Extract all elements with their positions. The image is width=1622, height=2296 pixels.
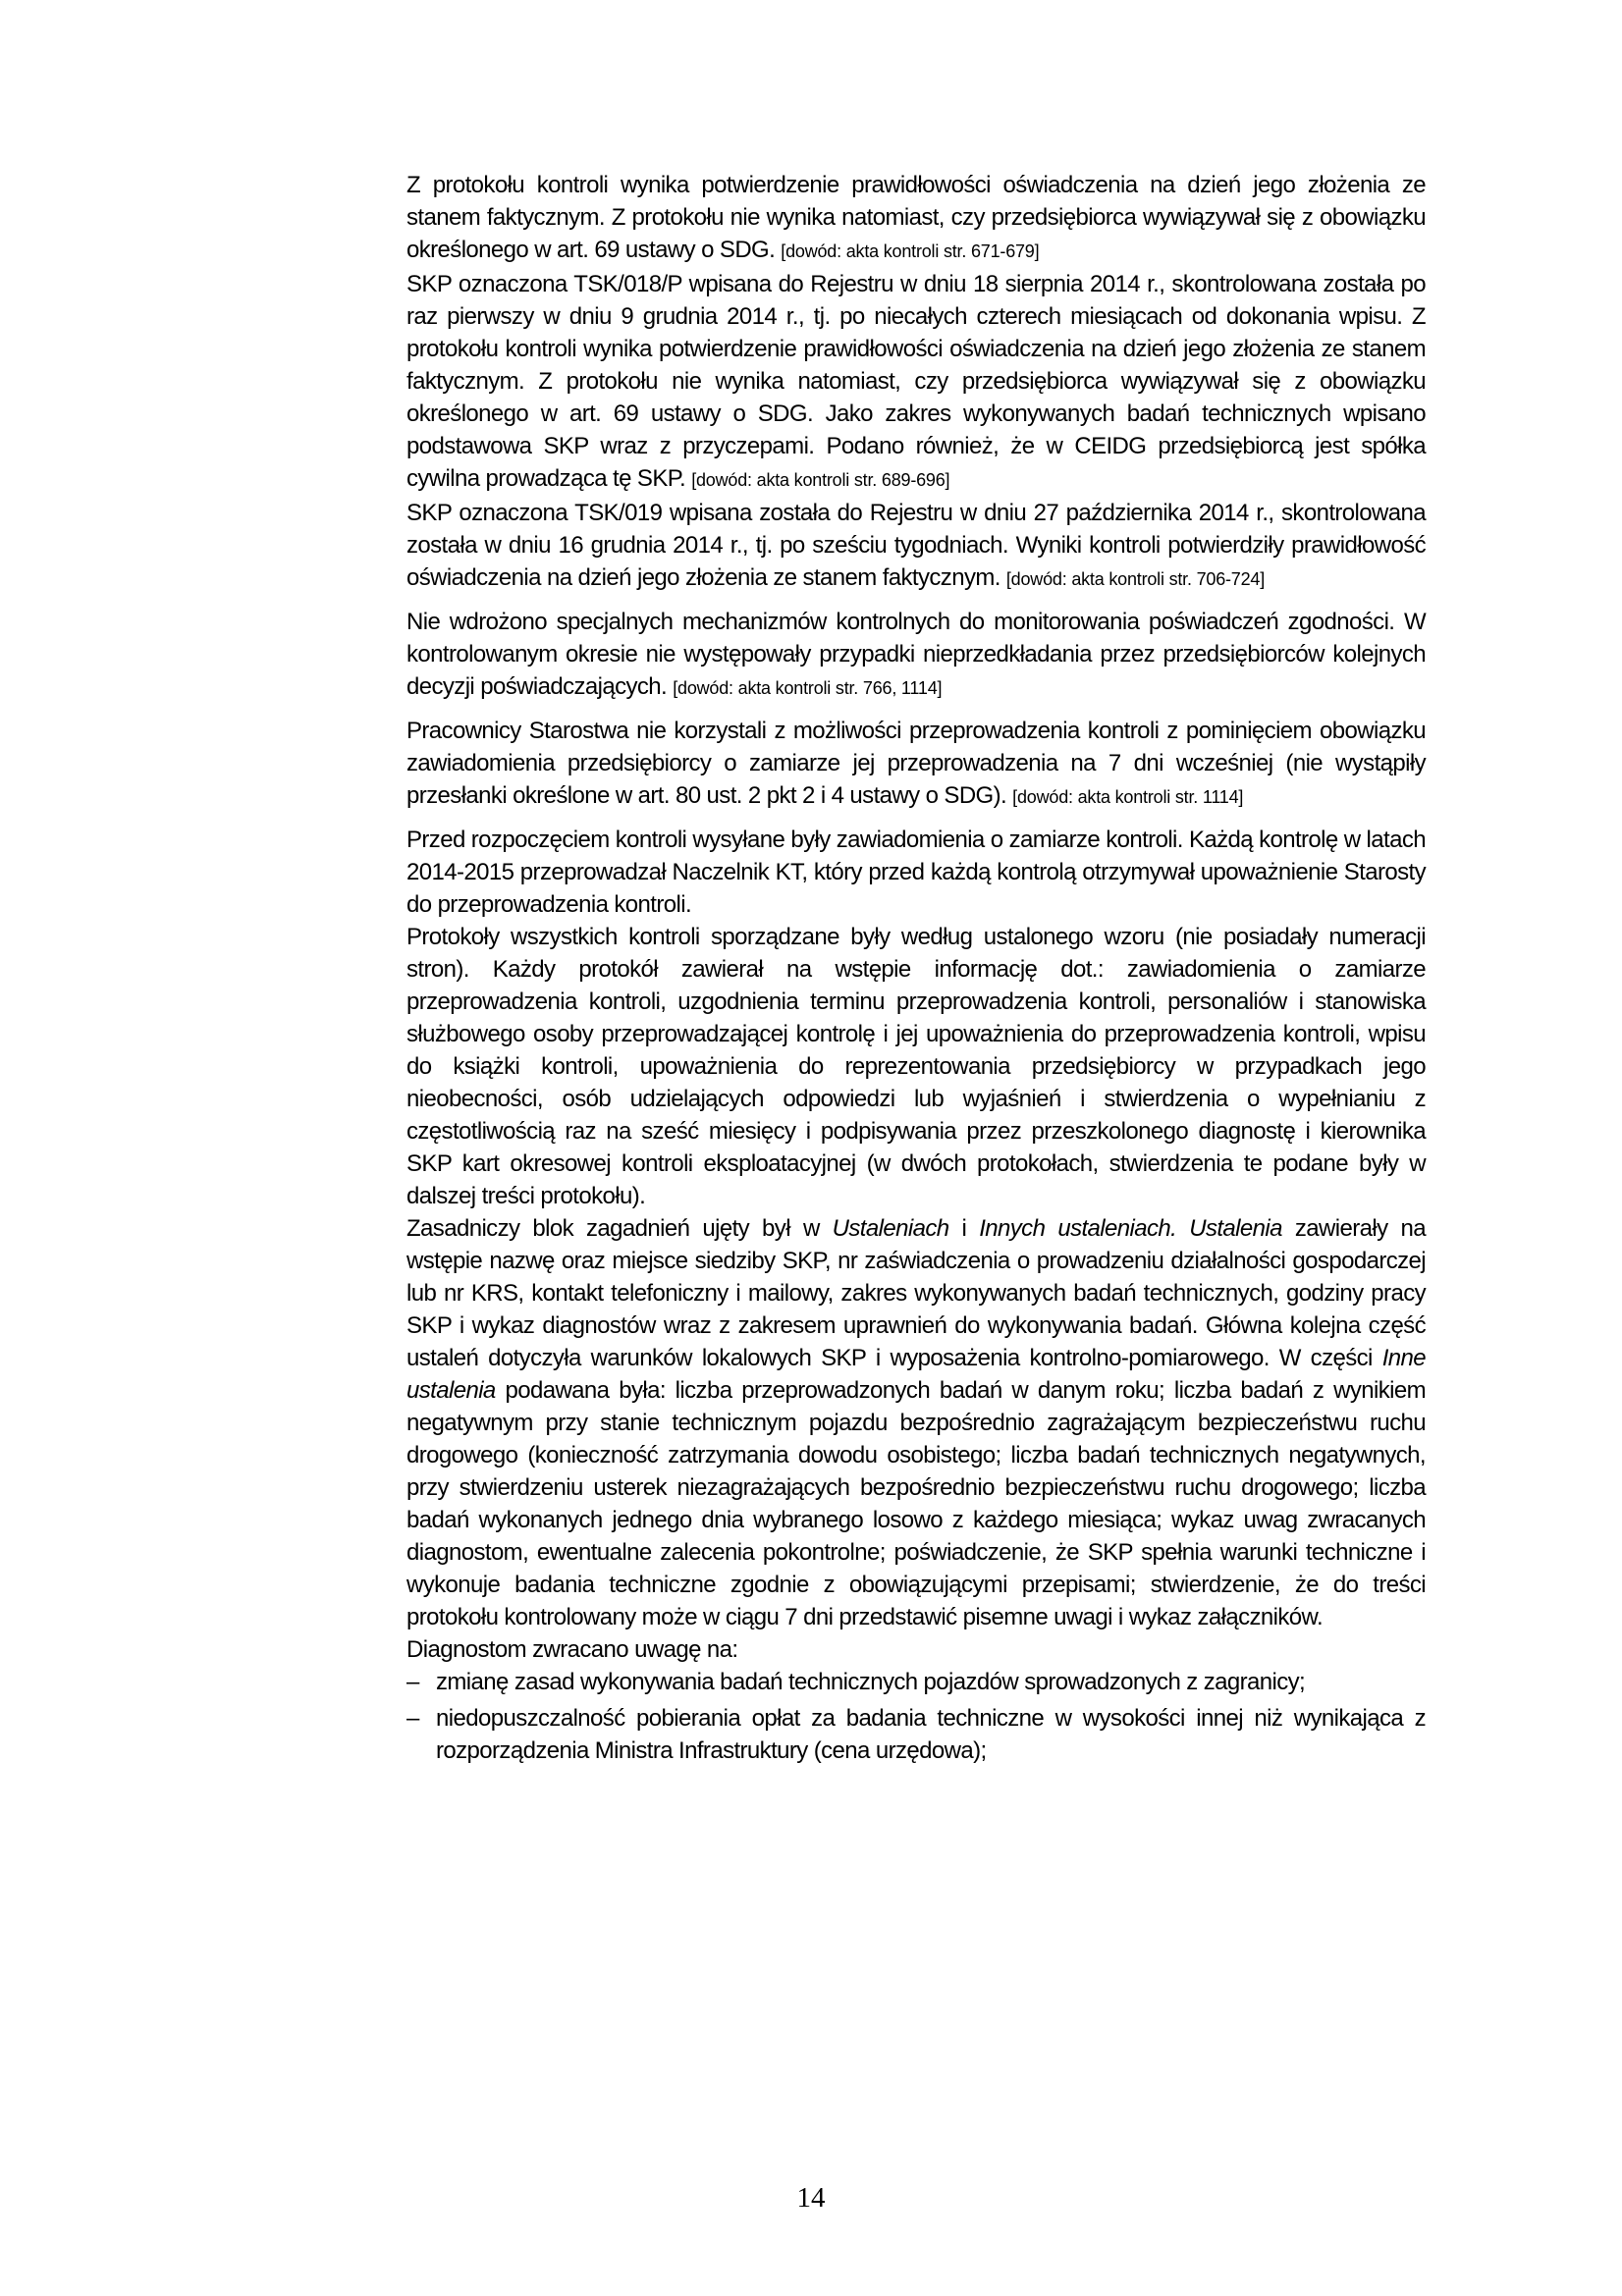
document-body bbox=[406, 169, 1426, 1767]
list-item-text: zmianę zasad wykonywania badań technicznych pojazdów sprowadzonych z zagranicy; bbox=[436, 1669, 1306, 1695]
paragraph-8-text-4: podawana była: liczba przeprowadzonych badań w danym roku; liczba badań z wynikiem negatywnym przy stanie technicznym pojazdu bezpośrednio zagrażającym bezpieczeństwu ruchu drogowego (konieczność zatrzymania dowodu osobistego; liczba badań technicznych negatywnych, przy stwierdzeniu usterek niezagrażających bezpośrednio bezpieczeństwu ruchu drogowego; liczba badań wykonanych jednego dnia wybranego losowo z każdego miesiąca; wykaz uwag zwracanych diagnostom, ewentualne zalecenia pokontrolne; poświadczenie, że SKP spełnia warunki techniczne i wykonuje badania techniczne zgodnie z obowiązującymi przepisami; stwierdzenie, że do treści protokołu kontrolowany może w ciągu 7 dni przedstawić pisemne uwagi i wykaz załączników. bbox=[406, 1377, 1426, 1630]
paragraph-3 bbox=[406, 497, 1426, 596]
paragraph-1-text: Z protokołu kontroli wynika potwierdzenie prawidłowości oświadczenia na dzień jego złożenia ze stanem faktycznym. Z protokołu nie wynika natomiast, czy przedsiębiorca wywiązywał się z obowiązku określonego w art. 69 ustawy o SDG. bbox=[406, 172, 1426, 263]
paragraph-8-text-2: i bbox=[948, 1215, 980, 1242]
evidence-reference: [dowód: akta kontroli str. 689-696] bbox=[691, 470, 950, 490]
paragraph-2 bbox=[406, 268, 1426, 497]
list-item-text: niedopuszczalność pobierania opłat za badania techniczne w wysokości innej niż wynikająca z rozporządzenia Ministra Infrastruktury (cena urzędowa); bbox=[436, 1705, 1426, 1764]
evidence-reference: [dowód: akta kontroli str. 671-679] bbox=[781, 241, 1040, 261]
evidence-reference: [dowód: akta kontroli str. 706-724] bbox=[1005, 569, 1266, 589]
paragraph-1 bbox=[406, 169, 1426, 268]
list-item bbox=[406, 1702, 1426, 1767]
paragraph-4 bbox=[406, 606, 1426, 705]
evidence-reference: [dowód: akta kontroli str. 1114] bbox=[1012, 787, 1244, 807]
paragraph-9: Diagnostom zwracano uwagę na: bbox=[406, 1636, 738, 1663]
paragraph-8-text-3: zawierały na wstępie nazwę oraz miejsce siedziby SKP, nr zaświadczenia o prowadzeniu działalności gospodarczej lub nr KRS, kontakt telefoniczny i mailowy, zakres wykonywanych badań technicznych, godziny pracy SKP i wykaz diagnostów wraz z zakresem uprawnień do wykonywania badań. Główna kolejna część ustaleń dotyczyła warunków lokalowych SKP i wyposażenia kontrolno-pomiarowego. W części bbox=[406, 1215, 1426, 1371]
dash-bullet: – bbox=[406, 1669, 419, 1695]
evidence-reference: [dowód: akta kontroli str. 766, 1114] bbox=[673, 678, 943, 698]
paragraph-5-text: Pracownicy Starostwa nie korzystali z możliwości przeprowadzenia kontroli z pominięciem obowiązku zawiadomienia przedsiębiorcy o zamiarze jej przeprowadzenia na 7 dni wcześniej (nie wystąpiły przesłanki określone w art. 80 ust. 2 pkt 2 i 4 ustawy o SDG). bbox=[406, 718, 1426, 809]
list-item bbox=[406, 1666, 1426, 1698]
dash-bullet: – bbox=[406, 1705, 419, 1732]
paragraph-5 bbox=[406, 715, 1426, 814]
italic-term-inne-ustalenia-part: Inne ustalenia bbox=[406, 1345, 1426, 1404]
italic-term-inne-ustalenia: Innych ustaleniach. Ustalenia bbox=[979, 1215, 1282, 1242]
paragraph-7: Protokoły wszystkich kontroli sporządzane były według ustalonego wzoru (nie posiadały numeracji stron). Każdy protokół zawierał na wstępie informację dot.: zawiadomienia o zamiarze przeprowadzenia kontroli, uzgodnienia terminu przeprowadzenia kontroli, personaliów i stanowiska służbowego osoby przeprowadzającej kontrolę i jej upoważnienia do przeprowadzenia kontroli, wpisu do książki kontroli, upoważnienia do reprezentowania przedsiębiorcy w przypadkach jego nieobecności, osób udzielających odpowiedzi lub wyjaśnień i stwierdzenia o wypełnianiu z częstotliwością raz na sześć miesięcy i podpisywania przez przeszkolonego diagnostę i kierownika SKP kart okresowej kontroli eksploatacyjnej (w dwóch protokołach, stwierdzenia te podane były w dalszej treści protokołu). bbox=[406, 924, 1426, 1209]
italic-term-ustaleniach: Ustaleniach bbox=[832, 1215, 949, 1242]
paragraph-3-text: SKP oznaczona TSK/019 wpisana została do Rejestru w dniu 27 października 2014 r., skontrolowana została w dniu 16 grudnia 2014 r., tj. po sześciu tygodniach. Wyniki kontroli potwierdziły prawidłowość oświadczenia na dzień jego złożenia ze stanem faktycznym. bbox=[406, 500, 1426, 591]
page-number: 14 bbox=[796, 2182, 826, 2214]
paragraph-8-text-1: Zasadniczy blok zagadnień ujęty był w bbox=[406, 1215, 833, 1242]
paragraph-8 bbox=[406, 1212, 1426, 1633]
paragraph-4-text: Nie wdrożono specjalnych mechanizmów kontrolnych do monitorowania poświadczeń zgodności. W kontrolowanym okresie nie występowały przypadki nieprzedkładania przez przedsiębiorców kolejnych decyzji poświadczających. bbox=[406, 609, 1426, 700]
paragraph-2-text: SKP oznaczona TSK/018/P wpisana do Rejestru w dniu 18 sierpnia 2014 r., skontrolowana została po raz pierwszy w dniu 9 grudnia 2014 r., tj. po niecałych czterech miesiącach od dokonania wpisu. Z protokołu kontroli wynika potwierdzenie prawidłowości oświadczenia na dzień jego złożenia ze stanem faktycznym. Z protokołu nie wynika natomiast, czy przedsiębiorca wywiązywał się z obowiązku określonego w art. 69 ustawy o SDG. Jako zakres wykonywanych badań technicznych wpisano podstawowa SKP wraz z przyczepami. Podano również, że w CEIDG przedsiębiorcą jest spółka cywilna prowadząca tę SKP. bbox=[406, 271, 1426, 492]
paragraph-6: Przed rozpoczęciem kontroli wysyłane były zawiadomienia o zamiarze kontroli. Każdą kontrolę w latach 2014-2015 przeprowadzał Naczelnik KT, który przed każdą kontrolą otrzymywał upoważnienie Starosty do przeprowadzenia kontroli. bbox=[406, 827, 1426, 918]
